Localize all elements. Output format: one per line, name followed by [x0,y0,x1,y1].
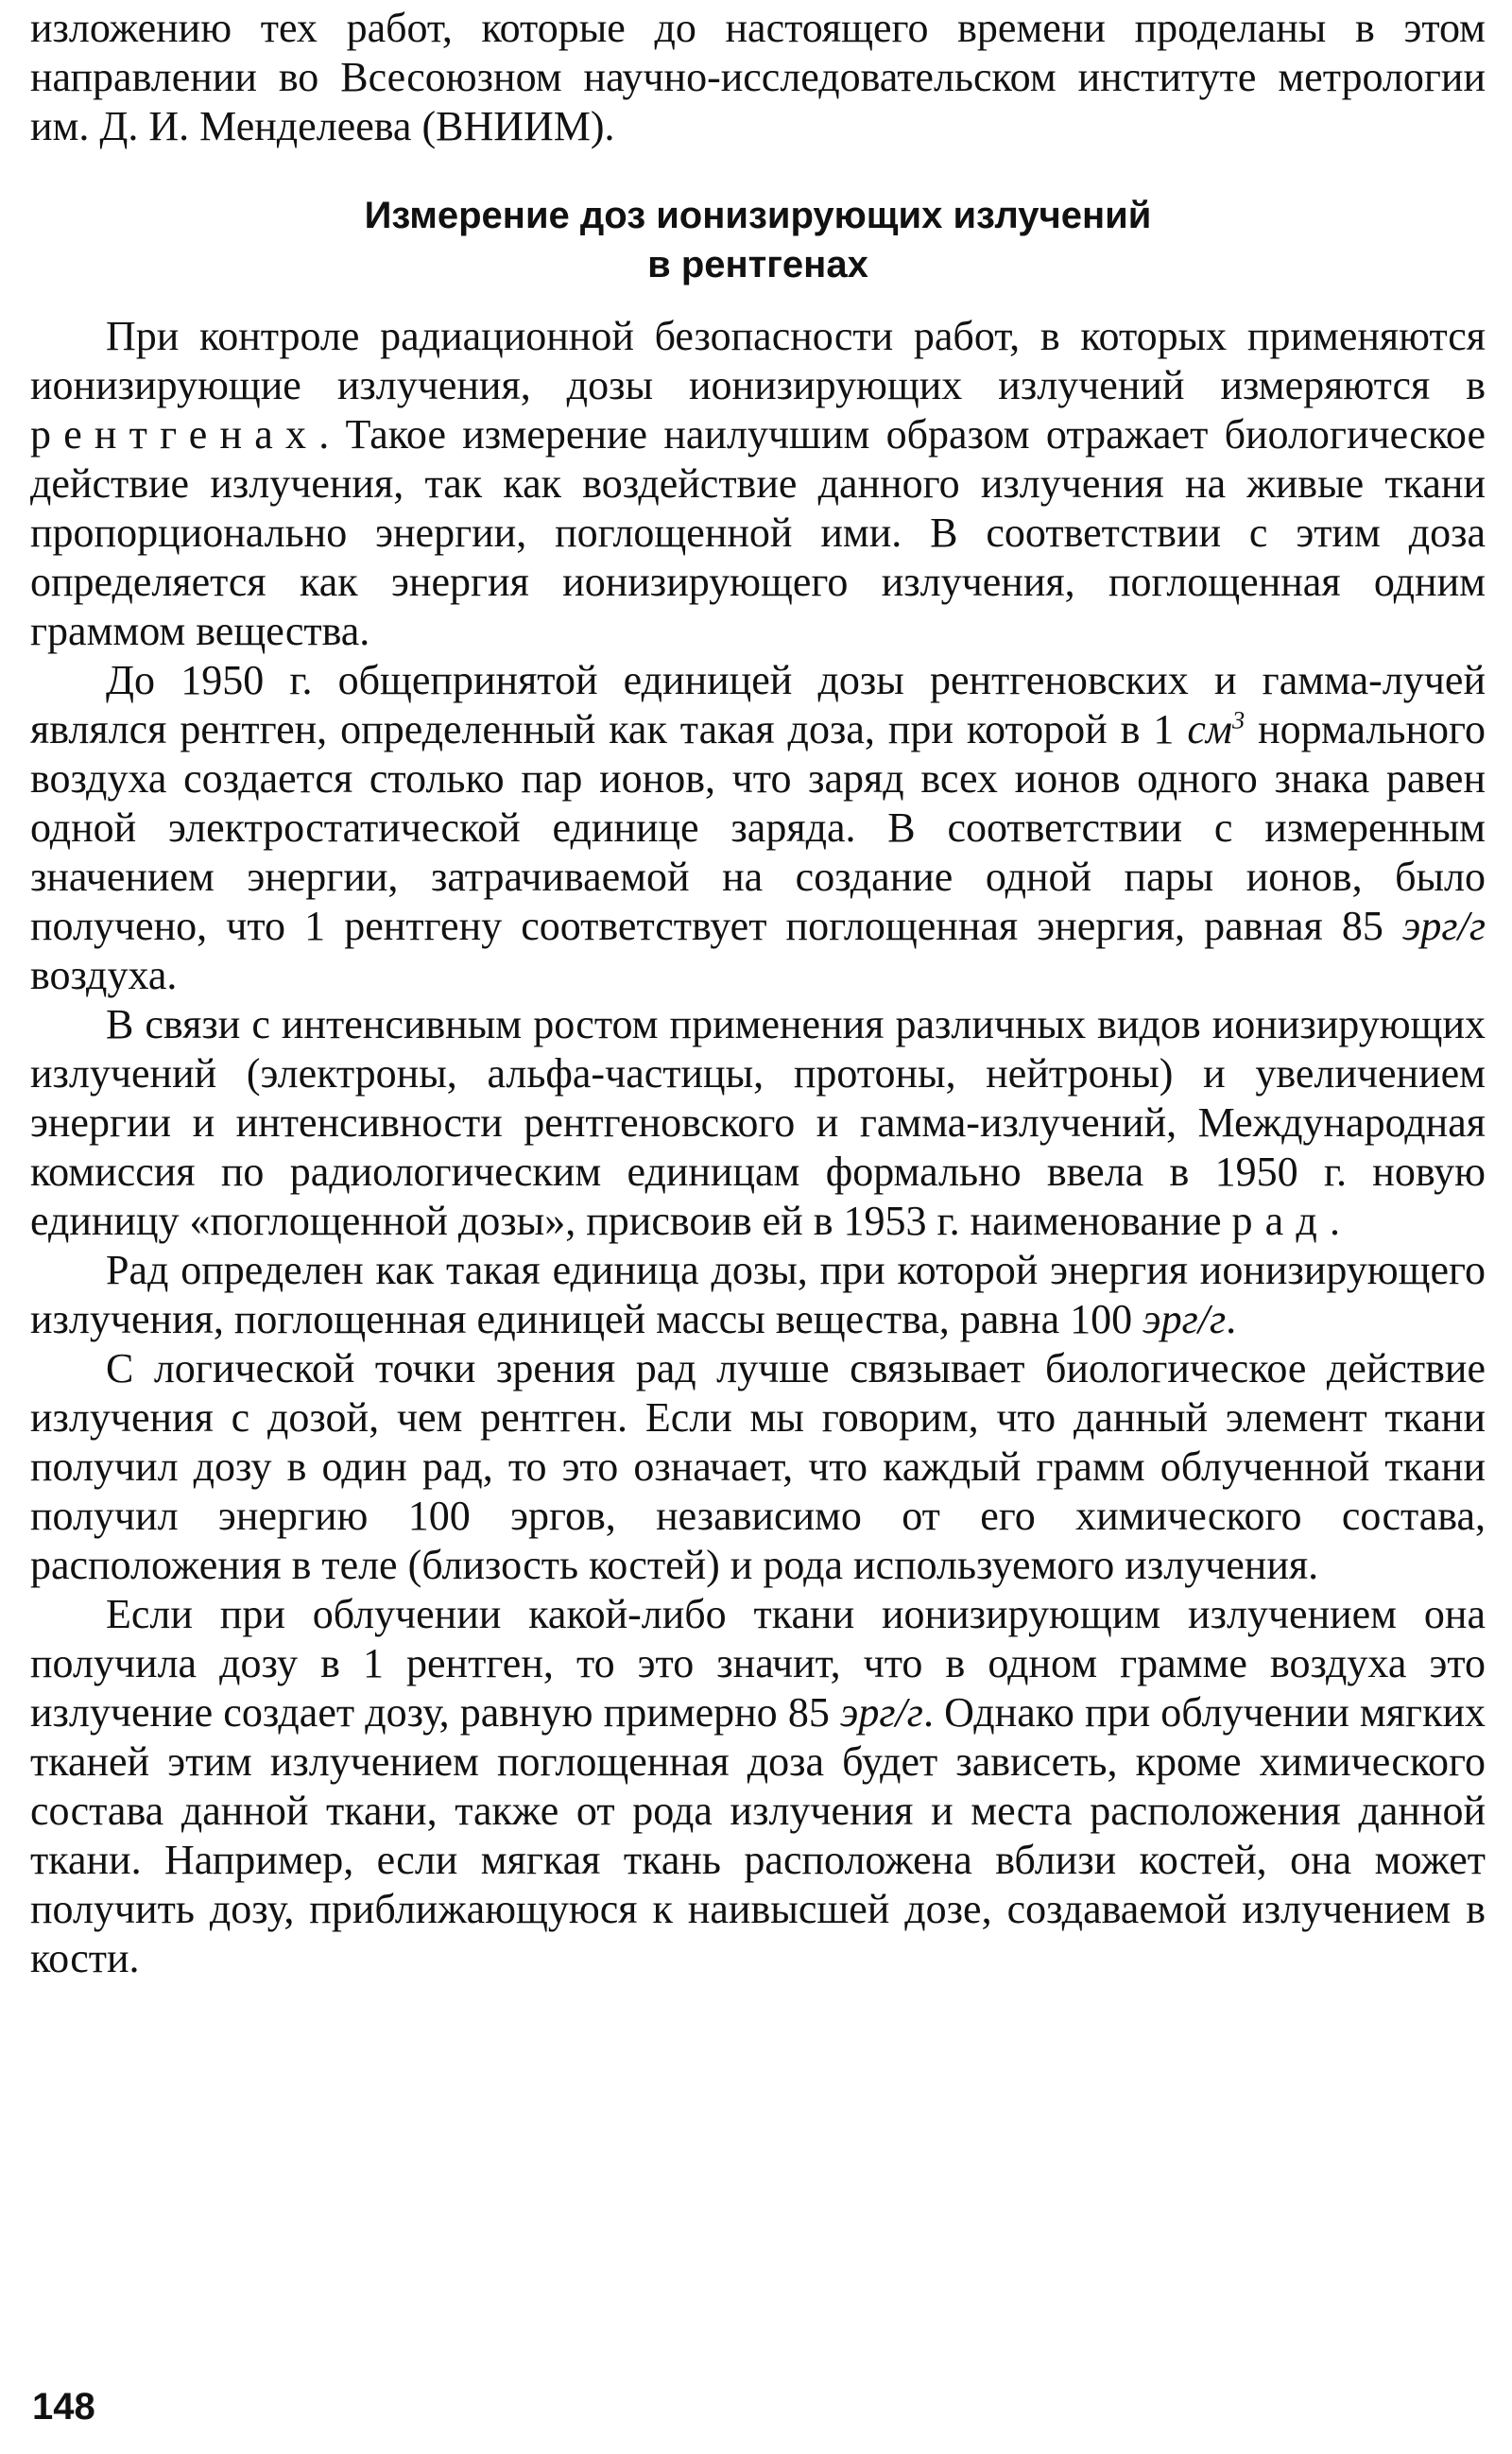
section-heading [30,191,1486,289]
paragraph-6-part-b: . Однако при облучении мягких тканей этим излучением поглощенная доза будет зависеть, кроме химического состава данной ткани, также от рода излучения и места расположения данной ткани. Например, если мягкая ткань расположена вблизи костей, она может получить дозу, приближающуюся к наивысшей дозе, создаваемой излучением в кости. [30,1689,1486,1981]
paragraph-1 [30,312,1486,656]
paragraph-6-part-a: Если при облучении какой-либо ткани ионизирующим излучением она получила дозу в 1 рентген, то это значит, что в одном грамме воздуха это излучение создает дозу, равную примерно 85 [30,1591,1486,1736]
section-heading-line-2: в рентгенах [647,244,868,285]
paragraph-3-part-b: . [1330,1198,1340,1244]
paragraph-4-part-a: Рад определен как такая единица дозы, при которой энергия ионизирующего излучения, поглощенная единицей массы вещества, равна 100 [30,1247,1486,1342]
paragraph-6 [30,1590,1486,1983]
unit-erg-per-gram: эрг/г [1402,903,1486,949]
paragraph-2-part-a: До 1950 г. общепринятой единицей дозы рентгеновских и гамма-лучей являлся рентген, определенный как такая доза, при которой в 1 [30,657,1486,752]
paragraph-2 [30,656,1486,1000]
paragraph-2-part-b: нормального воздуха создается столько пар ионов, что заряд всех ионов одного знака равен одной электростатической единице заряда. В соответствии с измеренным значением энергии, затрачиваемой на создание одной пары ионов, было получено, что 1 рентгену соответствует поглощенная энергия, равная 85 [30,706,1486,949]
paragraph-2-part-c: воздуха. [30,952,178,998]
paragraph-4-part-b: . [1226,1296,1237,1342]
unit-erg-per-gram-2: эрг/г [1143,1296,1227,1342]
unit-cm-base: см [1187,706,1232,752]
paragraph-3 [30,1000,1486,1246]
intro-paragraph: изложению тех работ, которые до настоящего времени проделаны в этом направлении во Всесоюзном научно-исследовательском институте метрологии им. Д. И. Менделеева (ВНИИМ). [30,5,1486,149]
paragraph-4 [30,1246,1486,1344]
spaced-term-rentgenah: рентгенах [30,411,319,458]
page-number: 148 [32,2386,95,2428]
paragraph-1-part-b: . Такое измерение наилучшим образом отражает биологическое действие излучения, так как воздействие данного излучения на живые ткани пропорционально энергии, поглощенной ими. В соответствии с этим доза определяется как энергия ионизирующего излучения, поглощенная одним граммом вещества. [30,411,1486,654]
paragraph-1-part-a: При контроле радиационной безопасности работ, в которых применяются ионизирующие излучения, дозы ионизирующих излучений измеряются в [30,313,1486,408]
unit-cubic-cm [1187,706,1245,752]
unit-erg-per-gram-3: эрг/г [839,1689,923,1736]
paragraph-5: С логической точки зрения рад лучше связывает биологическое действие излучения с дозой, чем рентген. Если мы говорим, что данный элемент ткани получил дозу в один рад, то это означает, что каждый грамм облученной ткани получил энергию 100 эргов, независимо от его химического состава, расположения в теле (близость костей) и рода используемого излучения. [30,1345,1486,1588]
text-column [30,4,1486,1983]
unit-cm-exponent: 3 [1231,705,1246,734]
paragraph-3-part-a: В связи с интенсивным ростом применения различных видов ионизирующих излучений (электроны, альфа-частицы, протоны, нейтроны) и увеличением энергии и интенсивности рентгеновского и гамма-излучений, Международная комиссия по радиологическим единицам формально ввела в 1950 г. новую единицу «поглощенной дозы», присвоив ей в 1953 г. наименование [30,1001,1486,1244]
section-heading-line-1: Измерение доз ионизирующих излучений [364,195,1152,236]
spaced-term-rad: рад [1231,1198,1330,1244]
